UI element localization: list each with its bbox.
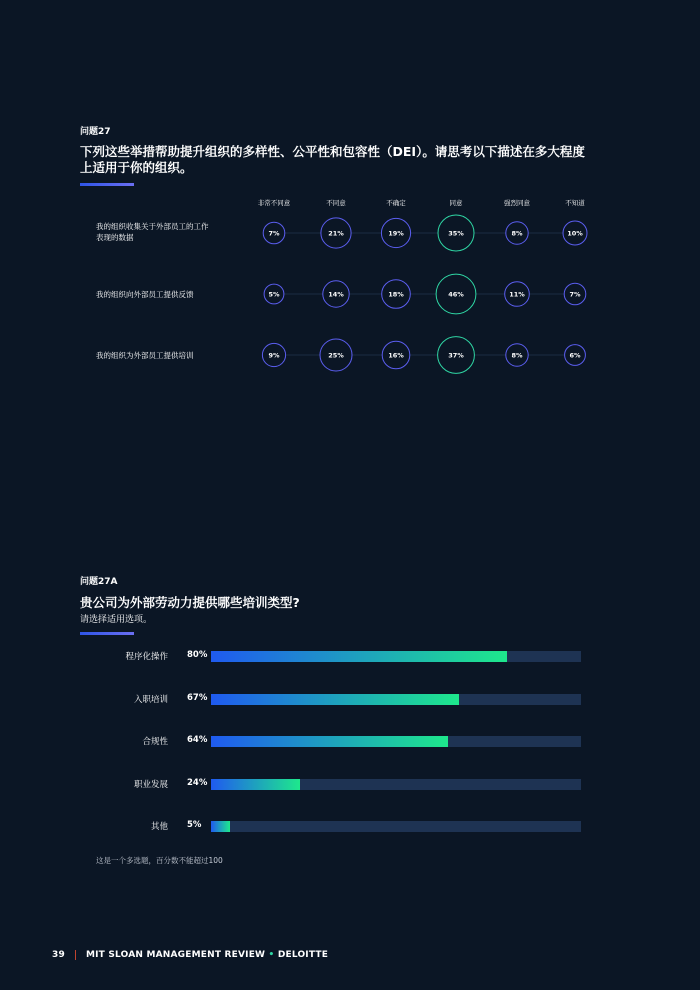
bar-fill: [211, 651, 507, 662]
footnote: 这是一个多选题，百分数不能超过100: [96, 856, 223, 865]
bar-fill: [211, 821, 230, 832]
footer-source: MIT SLOAN MANAGEMENT REVIEW: [85, 950, 266, 960]
bar-value-label: 80%: [187, 650, 208, 660]
likert-value-label: 14%: [328, 290, 344, 299]
bar-track: [211, 821, 581, 832]
likert-value-label: 5%: [268, 290, 280, 299]
likert-value-label: 10%: [567, 229, 583, 238]
bar-row: [0, 694, 700, 706]
likert-chart: [0, 190, 700, 390]
question-27-accent-rule: [80, 183, 134, 186]
likert-row-label: 我的组织向外部员工提供反馈: [96, 290, 194, 299]
likert-column-header: 同意: [449, 199, 463, 207]
likert-row-label: 表现的数据: [96, 233, 134, 242]
likert-value-label: 7%: [569, 290, 581, 299]
bar-row: [0, 651, 700, 663]
likert-value-label: 8%: [511, 351, 523, 360]
likert-value-label: 11%: [509, 290, 525, 299]
question-27-label: 问题27: [80, 127, 111, 137]
page-footer: [52, 950, 328, 960]
likert-column-header: 强烈同意: [504, 199, 530, 207]
question-27a-title: 贵公司为外部劳动力提供哪些培训类型?: [80, 595, 300, 610]
likert-column-header: 不知道: [565, 199, 585, 207]
likert-value-label: 7%: [268, 229, 280, 238]
bar-fill: [211, 736, 448, 747]
bar-category-label: 合规性: [142, 737, 168, 748]
likert-value-label: 8%: [511, 229, 523, 238]
question-27a-accent-rule: [80, 632, 134, 635]
bar-track: [211, 779, 581, 790]
bar-value-label: 67%: [187, 692, 208, 703]
likert-column-header: 不确定: [386, 199, 406, 207]
bar-track: [211, 736, 581, 747]
bar-category-label: 其他: [150, 822, 168, 833]
likert-row: [96, 215, 587, 251]
likert-value-label: 19%: [388, 229, 404, 238]
likert-value-label: 6%: [569, 351, 581, 360]
likert-value-label: 37%: [448, 351, 464, 360]
likert-value-label: 16%: [388, 351, 404, 360]
page-number: 39: [52, 950, 76, 960]
footer-partner: DELOITTE: [277, 950, 329, 960]
likert-row: [96, 337, 585, 374]
likert-column-header: 非常不同意: [257, 199, 291, 207]
bar-track: [211, 694, 581, 705]
bar-category-label: 程序化操作: [125, 652, 168, 662]
likert-column-header: 不同意: [326, 199, 346, 207]
footer-separator: •: [268, 950, 275, 960]
likert-row: [96, 274, 586, 314]
bar-row: [0, 736, 700, 748]
question-27-title-line1: 下列这些举措帮助提升组织的多样性、公平性和包容性（DEI）。请思考以下描述在多大程度: [80, 144, 585, 159]
likert-value-label: 25%: [328, 351, 344, 360]
bar-fill: [211, 779, 300, 790]
bar-value-label: 5%: [187, 820, 202, 831]
question-27-title-line2: 上适用于你的组织。: [80, 160, 193, 175]
likert-value-label: 21%: [328, 229, 344, 238]
question-27a-label: 问题27A: [80, 577, 118, 587]
bar-track: [211, 651, 581, 662]
likert-row-label: 我的组织为外部员工提供培训: [96, 351, 194, 360]
likert-value-label: 35%: [448, 229, 464, 238]
bar-fill: [211, 694, 459, 705]
bar-value-label: 64%: [187, 735, 208, 746]
likert-row-label: 我的组织收集关于外部员工的工作: [96, 222, 209, 231]
bar-value-label: 24%: [187, 777, 208, 788]
bar-category-label: 职业发展: [133, 779, 168, 790]
likert-value-label: 18%: [388, 290, 404, 299]
bar-row: [0, 779, 700, 791]
question-27-title: [80, 144, 585, 176]
question-27a-subtitle: 请选择适用选项。: [80, 615, 153, 625]
bar-category-label: 入职培训: [133, 694, 168, 705]
likert-value-label: 46%: [448, 290, 464, 299]
likert-value-label: 9%: [268, 351, 280, 360]
bar-row: [0, 821, 700, 833]
